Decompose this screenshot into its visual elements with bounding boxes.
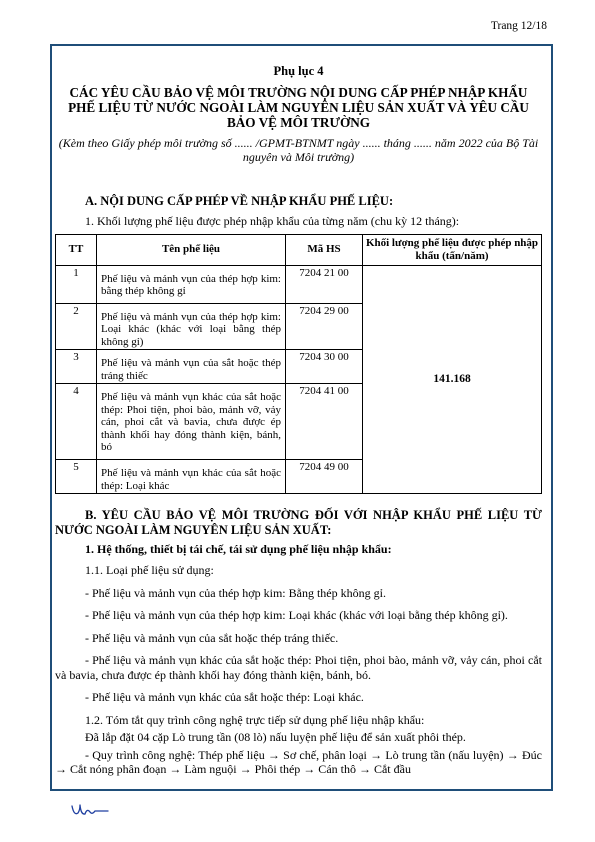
table-row xyxy=(56,265,542,303)
scrap-type-item: - Phế liệu và mảnh vụn của sắt hoặc thép tráng thiếc. xyxy=(85,630,339,645)
paragraph-1-1: 1.1. Loại phế liệu sử dụng: xyxy=(85,563,214,577)
main-title: CÁC YÊU CẦU BẢO VỆ MÔI TRƯỜNG NỘI DUNG CẤP PHÉP NHẬP KHẨU PHẾ LIỆU TỪ NƯỚC NGOÀI LÀM NGUYÊN LIỆU SẢN XUẤT VÀ YÊU CẦU BẢO VỆ MÔI TRƯỜNG xyxy=(68,85,529,130)
paragraph-process: - Quy trình công nghệ: Thép phế liệu → Sơ chế, phân loại → Lò trung tần (nấu luyện) → Đúc → Cắt nóng phân đoạn → Làm nguội → Phôi thép → Cán thô → Cắt đầu xyxy=(55,747,542,776)
scrap-type-item: - Phế liệu và mảnh vụn của thép hợp kim: Bằng thép không gỉ. xyxy=(85,585,386,600)
row-tt: 1 xyxy=(56,265,97,303)
paragraph-install: Đã lắp đặt 04 cặp Lò trung tần (08 lò) nấu luyện phế liệu để sản xuất phôi thép. xyxy=(85,730,466,744)
row-tt: 2 xyxy=(56,303,97,350)
total-quantity: 141.168 xyxy=(363,265,542,494)
row-hs: 7204 49 00 xyxy=(286,460,363,494)
row-name xyxy=(97,265,286,303)
scrap-type-item: - Phế liệu và mảnh vụn khác của sắt hoặc thép: Loại khác. xyxy=(85,690,364,704)
section-b-heading: B. YÊU CẦU BẢO VỆ MÔI TRƯỜNG ĐỐI VỚI NHẬP KHẨU PHẾ LIỆU TỪ NƯỚC NGOÀI LÀM NGUYÊN LIỆU SẢN XUẤT: xyxy=(55,508,542,537)
row-tt: 3 xyxy=(56,350,97,384)
row-hs: 7204 21 00 xyxy=(286,265,363,303)
row-name-text: Phế liệu và mảnh vụn khác của sắt hoặc thép: Loại khác xyxy=(101,467,281,492)
row-name xyxy=(97,303,286,350)
appendix-title: Phụ lục 4 xyxy=(273,64,324,78)
col-header-name: Tên phế liệu xyxy=(97,234,286,265)
document-body xyxy=(55,64,542,785)
table-header-row xyxy=(56,234,542,265)
subtitle: (Kèm theo Giấy phép môi trường số ...... /GPMT-BTNMT ngày ...... tháng ...... năm 2022 của Bộ Tài nguyên và Môi trường) xyxy=(58,136,539,164)
section-b-subheading: 1. Hệ thống, thiết bị tái chế, tái sử dụng phế liệu nhập khẩu: xyxy=(85,542,392,556)
paragraph-1-2: 1.2. Tóm tắt quy trình công nghệ trực tiếp sử dụng phế liệu nhập khẩu: xyxy=(85,712,425,727)
section-a-intro: 1. Khối lượng phế liệu được phép nhập khẩu của từng năm (chu kỳ 12 tháng): xyxy=(85,214,460,228)
scrap-type-item: - Phế liệu và mảnh vụn của thép hợp kim: Loại khác (khác với loại bằng thép không gỉ). xyxy=(85,608,508,622)
row-name-text: Phế liệu và mảnh vụn của thép hợp kim: Loại khác (khác với loại bằng thép không gỉ) xyxy=(101,310,281,348)
signature-mark xyxy=(70,802,110,820)
row-hs: 7204 41 00 xyxy=(286,384,363,460)
col-header-quantity: Khối lượng phế liệu được phép nhập khẩu (tấn/năm) xyxy=(363,234,542,265)
row-name-text: Phế liệu và mảnh vụn của thép hợp kim: bằng thép không gỉ xyxy=(101,272,281,297)
row-name xyxy=(97,460,286,494)
row-hs: 7204 30 00 xyxy=(286,350,363,384)
row-name-text: Phế liệu và mảnh vụn khác của sắt hoặc thép: Phoi tiện, phoi bào, mảnh vỡ, vảy cán, phoi cắt và bavia, chưa được ép thành khối hay đóng thành kiện, bánh, bó xyxy=(101,391,281,453)
row-tt: 4 xyxy=(56,384,97,460)
col-header-tt: TT xyxy=(56,234,97,265)
section-a-heading: A. NỘI DUNG CẤP PHÉP VỀ NHẬP KHẨU PHẾ LIỆU: xyxy=(85,194,394,208)
page-number: Trang 12/18 xyxy=(490,20,547,32)
col-header-hs: Mã HS xyxy=(286,234,363,265)
row-name xyxy=(97,384,286,460)
row-tt: 5 xyxy=(56,460,97,494)
scrap-type-item: - Phế liệu và mảnh vụn khác của sắt hoặc thép: Phoi tiện, phoi bào, mảnh vỡ, vảy cán, phoi cắt và bavia, chưa được ép thành khối hay đóng thành kiện, bánh, bó. xyxy=(55,653,542,682)
row-name xyxy=(97,350,286,384)
row-name-text: Phế liệu và mảnh vụn của sắt hoặc thép tráng thiếc xyxy=(101,357,281,382)
scrap-table xyxy=(55,234,542,495)
row-hs: 7204 29 00 xyxy=(286,303,363,350)
